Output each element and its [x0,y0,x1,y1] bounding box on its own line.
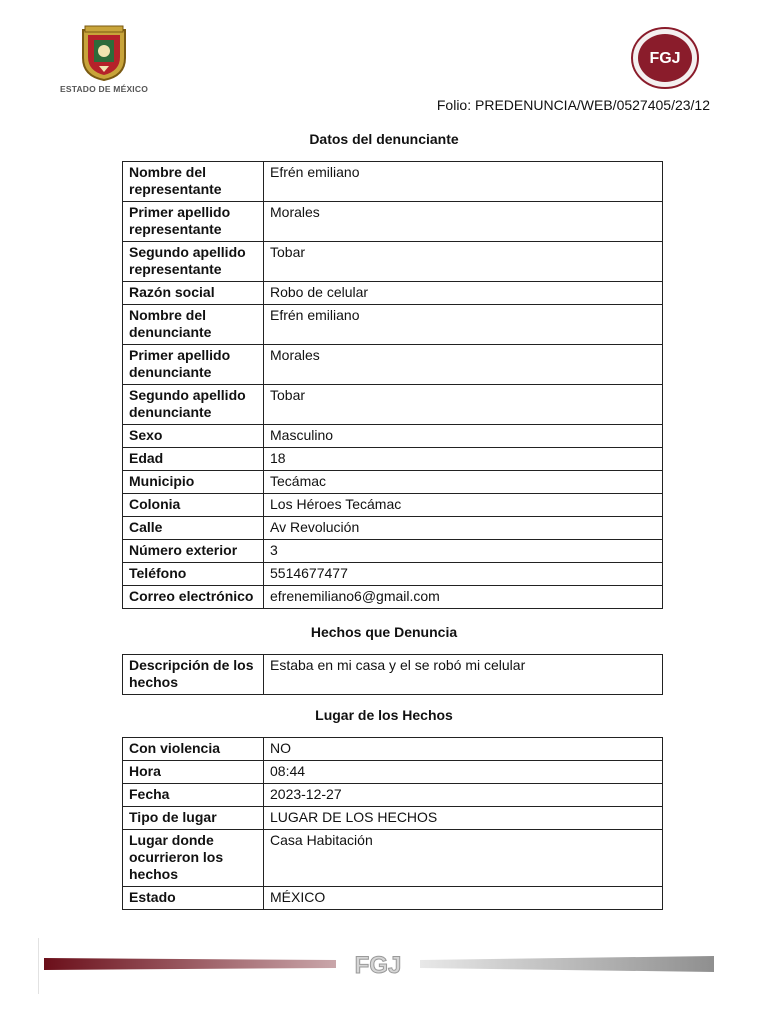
field-label: Lugar donde ocurrieron los hechos [123,830,264,887]
field-value: Masculino [264,425,663,448]
field-value: Morales [264,202,663,242]
field-value: NO [264,738,663,761]
field-label: Primer apellido representante [123,202,264,242]
field-label: Segundo apellido denunciante [123,385,264,425]
field-label: Calle [123,517,264,540]
denunciante-row [123,448,663,471]
lugar-row [123,807,663,830]
lugar-row [123,738,663,761]
field-value: efrenemiliano6@gmail.com [264,586,663,609]
field-value: Estaba en mi casa y el se robó mi celular [264,655,663,695]
denunciante-row [123,425,663,448]
field-value: Tobar [264,385,663,425]
field-value: Robo de celular [264,282,663,305]
field-value: Av Revolución [264,517,663,540]
denunciante-row [123,385,663,425]
field-value: 5514677477 [264,563,663,586]
field-value: Efrén emiliano [264,162,663,202]
field-value: MÉXICO [264,887,663,910]
denunciante-row [123,282,663,305]
denunciante-row [123,202,663,242]
field-value: Efrén emiliano [264,305,663,345]
state-name: ESTADO DE MÉXICO [59,84,149,94]
field-label: Estado [123,887,264,910]
field-label: Segundo apellido representante [123,242,264,282]
lugar-row [123,784,663,807]
hechos-row [123,655,663,695]
hechos-table [122,654,663,695]
field-value: Morales [264,345,663,385]
denunciante-row [123,345,663,385]
denunciante-row [123,494,663,517]
field-value: Tobar [264,242,663,282]
field-label: Número exterior [123,540,264,563]
lugar-row [123,830,663,887]
denunciante-row [123,586,663,609]
field-value: 3 [264,540,663,563]
field-value: 2023-12-27 [264,784,663,807]
field-label: Descripción de los hechos [123,655,264,695]
field-label: Fecha [123,784,264,807]
field-label: Primer apellido denunciante [123,345,264,385]
lugar-table [122,737,663,910]
field-label: Nombre del representante [123,162,264,202]
section-title-lugar: Lugar de los Hechos [315,707,453,723]
field-value: Casa Habitación [264,830,663,887]
lugar-row [123,761,663,784]
field-label: Con violencia [123,738,264,761]
denunciante-row [123,540,663,563]
field-label: Hora [123,761,264,784]
denunciante-table [122,161,663,609]
folio: Folio: PREDENUNCIA/WEB/0527405/23/12 [436,97,710,113]
field-label: Edad [123,448,264,471]
field-label: Razón social [123,282,264,305]
denunciante-row [123,162,663,202]
field-label: Teléfono [123,563,264,586]
fgj-seal-text: FGJ [649,50,681,67]
denunciante-row [123,242,663,282]
denunciante-row [123,471,663,494]
field-label: Colonia [123,494,264,517]
denunciante-row [123,305,663,345]
field-value: Tecámac [264,471,663,494]
fgj-seal-icon [630,26,700,90]
denunciante-row [123,563,663,586]
lugar-row [123,887,663,910]
field-value: LUGAR DE LOS HECHOS [264,807,663,830]
footer-fgj-logo: FGJ [354,952,402,978]
field-value: Los Héroes Tecámac [264,494,663,517]
estado-de-mexico-logo [54,24,154,94]
field-label: Municipio [123,471,264,494]
section-title-denunciante: Datos del denunciante [309,131,459,147]
field-value: 08:44 [264,761,663,784]
denunciante-row [123,517,663,540]
field-label: Correo electrónico [123,586,264,609]
field-label: Tipo de lugar [123,807,264,830]
section-title-hechos: Hechos que Denuncia [310,624,458,640]
field-label: Nombre del denunciante [123,305,264,345]
footer-divider [38,938,39,994]
field-label: Sexo [123,425,264,448]
coat-of-arms-icon [77,24,131,82]
field-value: 18 [264,448,663,471]
footer-logo-bar [40,950,720,978]
